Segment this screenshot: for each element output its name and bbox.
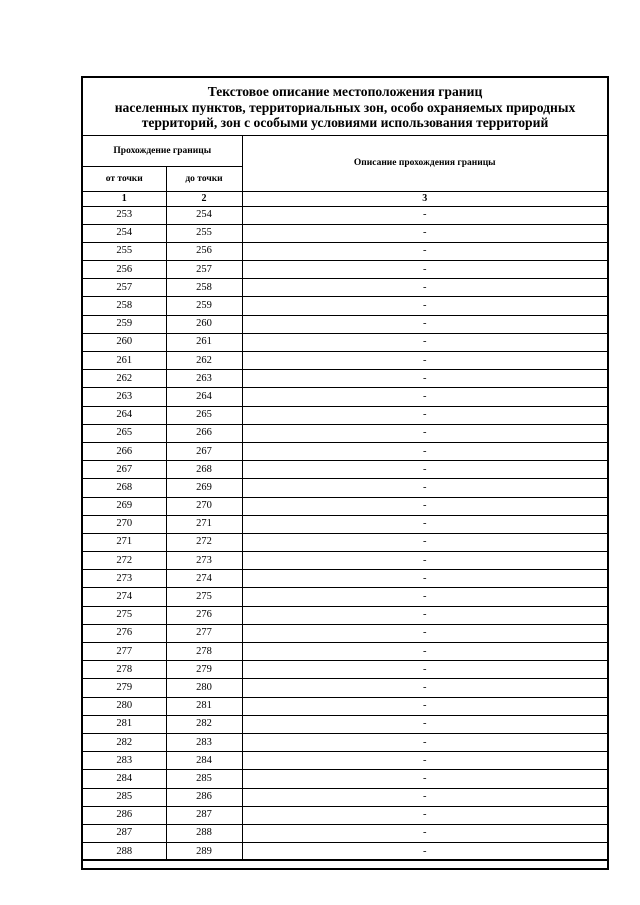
row-to-point: 254: [166, 206, 242, 224]
row-to-point: 266: [166, 424, 242, 442]
row-to-point: 287: [166, 806, 242, 824]
table-row: [83, 788, 607, 806]
row-to-point: 286: [166, 788, 242, 806]
row-from-point: 283: [83, 752, 166, 770]
table-row: [83, 333, 607, 351]
row-to-point: 281: [166, 697, 242, 715]
row-to-point: 276: [166, 606, 242, 624]
table-row: [83, 533, 607, 551]
row-from-point: 285: [83, 788, 166, 806]
row-description: -: [242, 679, 607, 697]
row-description: -: [242, 279, 607, 297]
row-description: -: [242, 606, 607, 624]
row-from-point: 269: [83, 497, 166, 515]
table-row: [83, 624, 607, 642]
row-from-point: 256: [83, 261, 166, 279]
row-description: -: [242, 261, 607, 279]
row-from-point: 260: [83, 333, 166, 351]
row-to-point: 282: [166, 715, 242, 733]
table-row: [83, 279, 607, 297]
row-from-point: 261: [83, 352, 166, 370]
row-description: -: [242, 497, 607, 515]
table-row: [83, 606, 607, 624]
row-from-point: 262: [83, 370, 166, 388]
row-description: -: [242, 697, 607, 715]
row-description: -: [242, 424, 607, 442]
row-to-point: 260: [166, 315, 242, 333]
table-row: [83, 442, 607, 460]
row-to-point: 269: [166, 479, 242, 497]
row-to-point: 265: [166, 406, 242, 424]
table-row: [83, 461, 607, 479]
row-from-point: 265: [83, 424, 166, 442]
table-row: [83, 515, 607, 533]
column-number-2: 2: [166, 191, 242, 206]
row-description: -: [242, 406, 607, 424]
table-row: [83, 552, 607, 570]
row-description: -: [242, 533, 607, 551]
boundary-table: [83, 136, 607, 861]
row-to-point: 288: [166, 824, 242, 842]
row-to-point: 271: [166, 515, 242, 533]
row-to-point: 278: [166, 643, 242, 661]
row-from-point: 284: [83, 770, 166, 788]
row-from-point: 272: [83, 552, 166, 570]
row-description: -: [242, 224, 607, 242]
row-description: -: [242, 552, 607, 570]
row-description: -: [242, 388, 607, 406]
table-row: [83, 370, 607, 388]
column-number-1: 1: [83, 191, 166, 206]
row-from-point: 275: [83, 606, 166, 624]
row-description: -: [242, 788, 607, 806]
row-from-point: 274: [83, 588, 166, 606]
row-to-point: 274: [166, 570, 242, 588]
row-description: -: [242, 315, 607, 333]
row-from-point: 268: [83, 479, 166, 497]
row-to-point: 262: [166, 352, 242, 370]
row-to-point: 261: [166, 333, 242, 351]
row-to-point: 258: [166, 279, 242, 297]
table-row: [83, 588, 607, 606]
table-row: [83, 806, 607, 824]
table-row: [83, 733, 607, 751]
row-from-point: 288: [83, 843, 166, 861]
row-to-point: 267: [166, 442, 242, 460]
bottom-rule: [83, 859, 607, 860]
row-from-point: 259: [83, 315, 166, 333]
row-description: -: [242, 479, 607, 497]
title-line-3: территорий, зон с особыми условиями использования территорий: [141, 115, 549, 130]
row-from-point: 287: [83, 824, 166, 842]
row-to-point: 257: [166, 261, 242, 279]
table-row: [83, 824, 607, 842]
row-from-point: 267: [83, 461, 166, 479]
header-from-point: от точки: [83, 166, 166, 191]
row-description: -: [242, 806, 607, 824]
table-row: [83, 388, 607, 406]
table-row: [83, 643, 607, 661]
row-to-point: 275: [166, 588, 242, 606]
row-from-point: 276: [83, 624, 166, 642]
row-description: -: [242, 515, 607, 533]
document-title: [83, 78, 607, 136]
row-to-point: 259: [166, 297, 242, 315]
table-row: [83, 224, 607, 242]
table-row: [83, 352, 607, 370]
row-description: -: [242, 733, 607, 751]
row-description: -: [242, 297, 607, 315]
row-description: -: [242, 461, 607, 479]
row-description: -: [242, 206, 607, 224]
row-description: -: [242, 715, 607, 733]
row-to-point: 284: [166, 752, 242, 770]
table-row: [83, 479, 607, 497]
row-from-point: 278: [83, 661, 166, 679]
title-line-1: Текстовое описание местоположения границ: [207, 84, 483, 99]
header-passage: Прохождение границы: [83, 136, 242, 166]
table-row: [83, 242, 607, 260]
header-to-point: до точки: [166, 166, 242, 191]
row-from-point: 271: [83, 533, 166, 551]
row-to-point: 268: [166, 461, 242, 479]
row-to-point: 289: [166, 843, 242, 861]
table-row: [83, 297, 607, 315]
table-row: [83, 679, 607, 697]
row-to-point: 273: [166, 552, 242, 570]
header-description: Описание прохождения границы: [242, 136, 607, 191]
row-description: -: [242, 643, 607, 661]
table-row: [83, 406, 607, 424]
row-to-point: 256: [166, 242, 242, 260]
row-description: -: [242, 752, 607, 770]
table-row: [83, 570, 607, 588]
row-from-point: 257: [83, 279, 166, 297]
table-row: [83, 752, 607, 770]
row-from-point: 263: [83, 388, 166, 406]
table-row: [83, 697, 607, 715]
document-frame: [81, 76, 609, 870]
row-description: -: [242, 770, 607, 788]
row-description: -: [242, 570, 607, 588]
row-from-point: 270: [83, 515, 166, 533]
table-row: [83, 424, 607, 442]
row-to-point: 263: [166, 370, 242, 388]
row-to-point: 280: [166, 679, 242, 697]
row-description: -: [242, 824, 607, 842]
row-from-point: 277: [83, 643, 166, 661]
row-from-point: 279: [83, 679, 166, 697]
row-description: -: [242, 661, 607, 679]
row-description: -: [242, 624, 607, 642]
row-from-point: 258: [83, 297, 166, 315]
row-to-point: 277: [166, 624, 242, 642]
row-description: -: [242, 442, 607, 460]
table-row: [83, 661, 607, 679]
row-description: -: [242, 333, 607, 351]
row-description: -: [242, 352, 607, 370]
table-row: [83, 315, 607, 333]
row-to-point: 279: [166, 661, 242, 679]
row-from-point: 286: [83, 806, 166, 824]
row-from-point: 282: [83, 733, 166, 751]
row-to-point: 270: [166, 497, 242, 515]
row-description: -: [242, 588, 607, 606]
row-from-point: 281: [83, 715, 166, 733]
table-row: [83, 715, 607, 733]
row-from-point: 266: [83, 442, 166, 460]
row-description: -: [242, 843, 607, 861]
row-description: -: [242, 370, 607, 388]
table-row: [83, 261, 607, 279]
row-to-point: 255: [166, 224, 242, 242]
row-to-point: 272: [166, 533, 242, 551]
row-to-point: 283: [166, 733, 242, 751]
table-row: [83, 497, 607, 515]
row-from-point: 280: [83, 697, 166, 715]
row-to-point: 285: [166, 770, 242, 788]
row-description: -: [242, 242, 607, 260]
row-to-point: 264: [166, 388, 242, 406]
row-from-point: 253: [83, 206, 166, 224]
row-from-point: 264: [83, 406, 166, 424]
table-row: [83, 770, 607, 788]
table-row: [83, 206, 607, 224]
row-from-point: 273: [83, 570, 166, 588]
title-line-2: населенных пунктов, территориальных зон, особо охраняемых природных: [114, 99, 576, 115]
row-from-point: 254: [83, 224, 166, 242]
table-body: [83, 206, 607, 861]
row-from-point: 255: [83, 242, 166, 260]
column-number-3: 3: [242, 191, 607, 206]
